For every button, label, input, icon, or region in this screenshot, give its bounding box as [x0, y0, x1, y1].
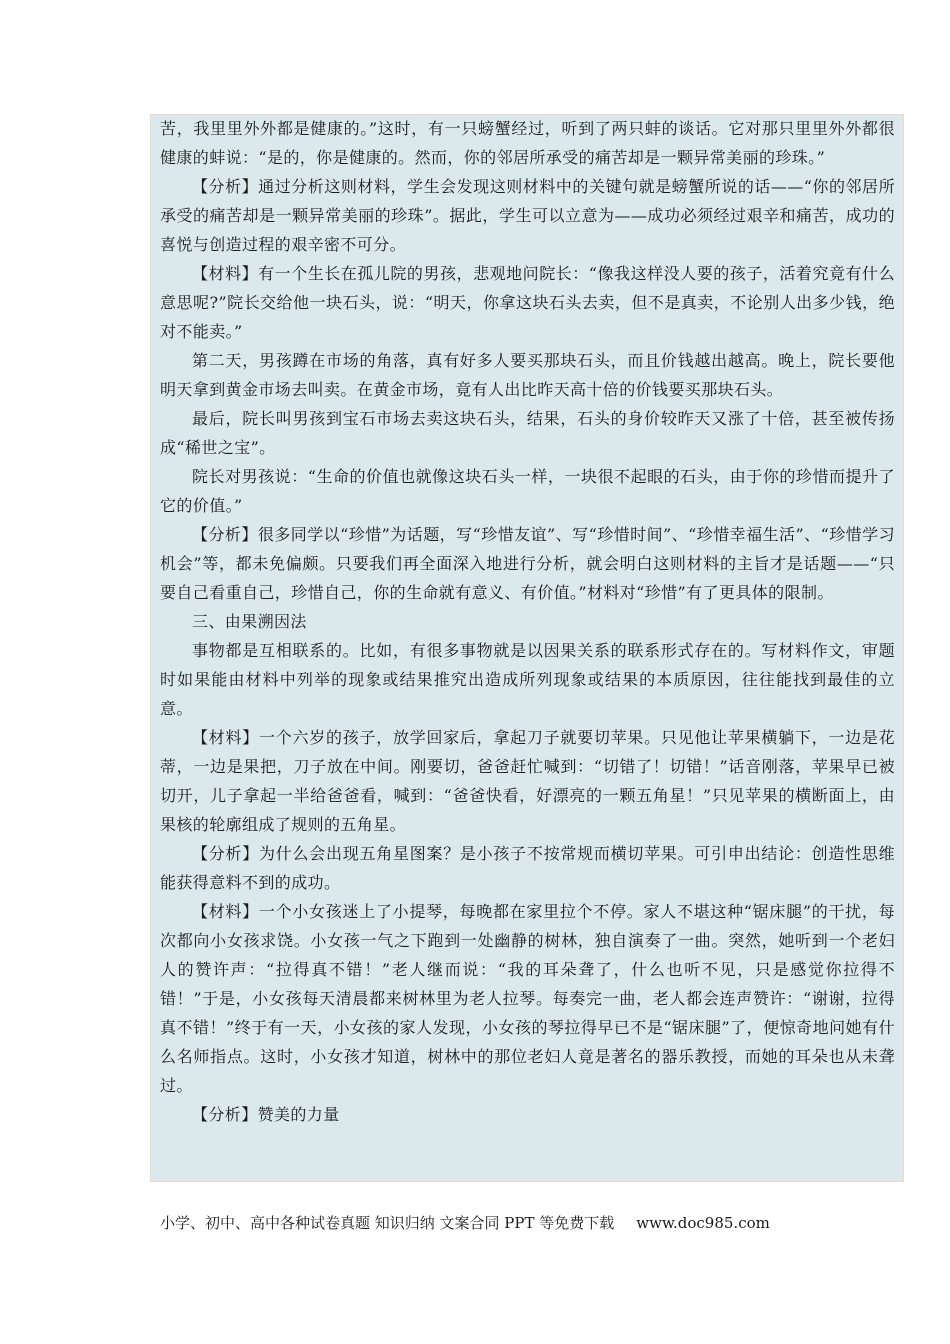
paragraph: 【分析】为什么会出现五角星图案？是小孩子不按常规而横切苹果。可引申出结论：创造性思维能获得意料不到的成功。: [160, 844, 895, 892]
paragraph: 【分析】很多同学以“珍惜”为话题，写“珍惜友谊”、写“珍惜时间”、“珍惜幸福生活”、“珍惜学习机会”等，都未免偏颇。只要我们再全面深入地进行分析，就会明白这则材料的主旨才是话题——“只要自己看重自己，珍惜自己，你的生命就有意义、有价值。”材料对“珍惜”有了更具体的限制。: [160, 525, 895, 602]
paragraph: 【材料】一个小女孩迷上了小提琴，每晚都在家里拉个不停。家人不堪这种“锯床腿”的干扰，每次都向小女孩求饶。小女孩一气之下跑到一处幽静的树林，独自演奏了一曲。突然，她听到一个老妇人的赞许声：“拉得真不错！”老人继而说：“我的耳朵聋了，什么也听不见，只是感觉你拉得不错！”于是，小女孩每天清晨都来树林里为老人拉琴。每奏完一曲，老人都会连声赞许：“谢谢，拉得真不错！”终于有一天，小女孩的家人发现，小女孩的琴拉得早已不是“锯床腿”了，便惊奇地问她有什么名师指点。这时，小女孩才知道，树林中的那位老妇人竟是著名的器乐教授，而她的耳朵也从未聋过。: [160, 902, 895, 1095]
footer-link[interactable]: www.doc985.com: [636, 1214, 770, 1232]
document-body: [160, 114, 895, 1129]
paragraph: 【分析】赞美的力量: [192, 1105, 340, 1124]
footer-text: 小学、初中、高中各种试卷真题 知识归纳 文案合同 PPT 等免费下载: [160, 1214, 615, 1232]
paragraph: 事物都是互相联系的。比如，有很多事物就是以因果关系的联系形式存在的。写材料作文，审题时如果能由材料中列举的现象或结果推究出造成所列现象或结果的本质原因，往往能找到最佳的立意。: [160, 641, 895, 718]
section-heading: 三、由果溯因法: [192, 612, 307, 631]
paragraph: 最后，院长叫男孩到宝石市场去卖这块石头，结果，石头的身价较昨天又涨了十倍，甚至被传扬成“稀世之宝”。: [160, 409, 895, 457]
paragraph: 【材料】一个六岁的孩子，放学回家后，拿起刀子就要切苹果。只见他让苹果横躺下，一边是花蒂，一边是果把，刀子放在中间。刚要切，爸爸赶忙喊到：“切错了！切错！”话音刚落，苹果早已被切开，儿子拿起一半给爸爸看，喊到：“爸爸快看，好漂亮的一颗五角星！”只见苹果的横断面上，由果核的轮廓组成了规则的五角星。: [160, 728, 895, 834]
page-footer: [160, 1212, 900, 1234]
paragraph: 苦，我里里外外都是健康的。”这时，有一只螃蟹经过，听到了两只蚌的谈话。它对那只里里外外都很健康的蚌说：“是的，你是健康的。然而，你的邻居所承受的痛苦却是一颗异常美丽的珍珠。”: [160, 119, 895, 167]
paragraph: 院长对男孩说：“生命的价值也就像这块石头一样，一块很不起眼的石头，由于你的珍惜而提升了它的价值。”: [160, 467, 895, 515]
paragraph: 第二天，男孩蹲在市场的角落，真有好多人要买那块石头，而且价钱越出越高。晚上，院长要他明天拿到黄金市场去叫卖。在黄金市场，竟有人出比昨天高十倍的价钱要买那块石头。: [160, 351, 895, 399]
paragraph: 【材料】有一个生长在孤儿院的男孩，悲观地问院长：“像我这样没人要的孩子，活着究竟有什么意思呢?”院长交给他一块石头，说：“明天，你拿这块石头去卖，但不是真卖，不论别人出多少钱，绝对不能卖。”: [160, 264, 895, 341]
paragraph: 【分析】通过分析这则材料，学生会发现这则材料中的关键句就是螃蟹所说的话——“你的邻居所承受的痛苦却是一颗异常美丽的珍珠”。据此，学生可以立意为——成功必须经过艰辛和痛苦，成功的喜悦与创造过程的艰辛密不可分。: [160, 177, 895, 254]
